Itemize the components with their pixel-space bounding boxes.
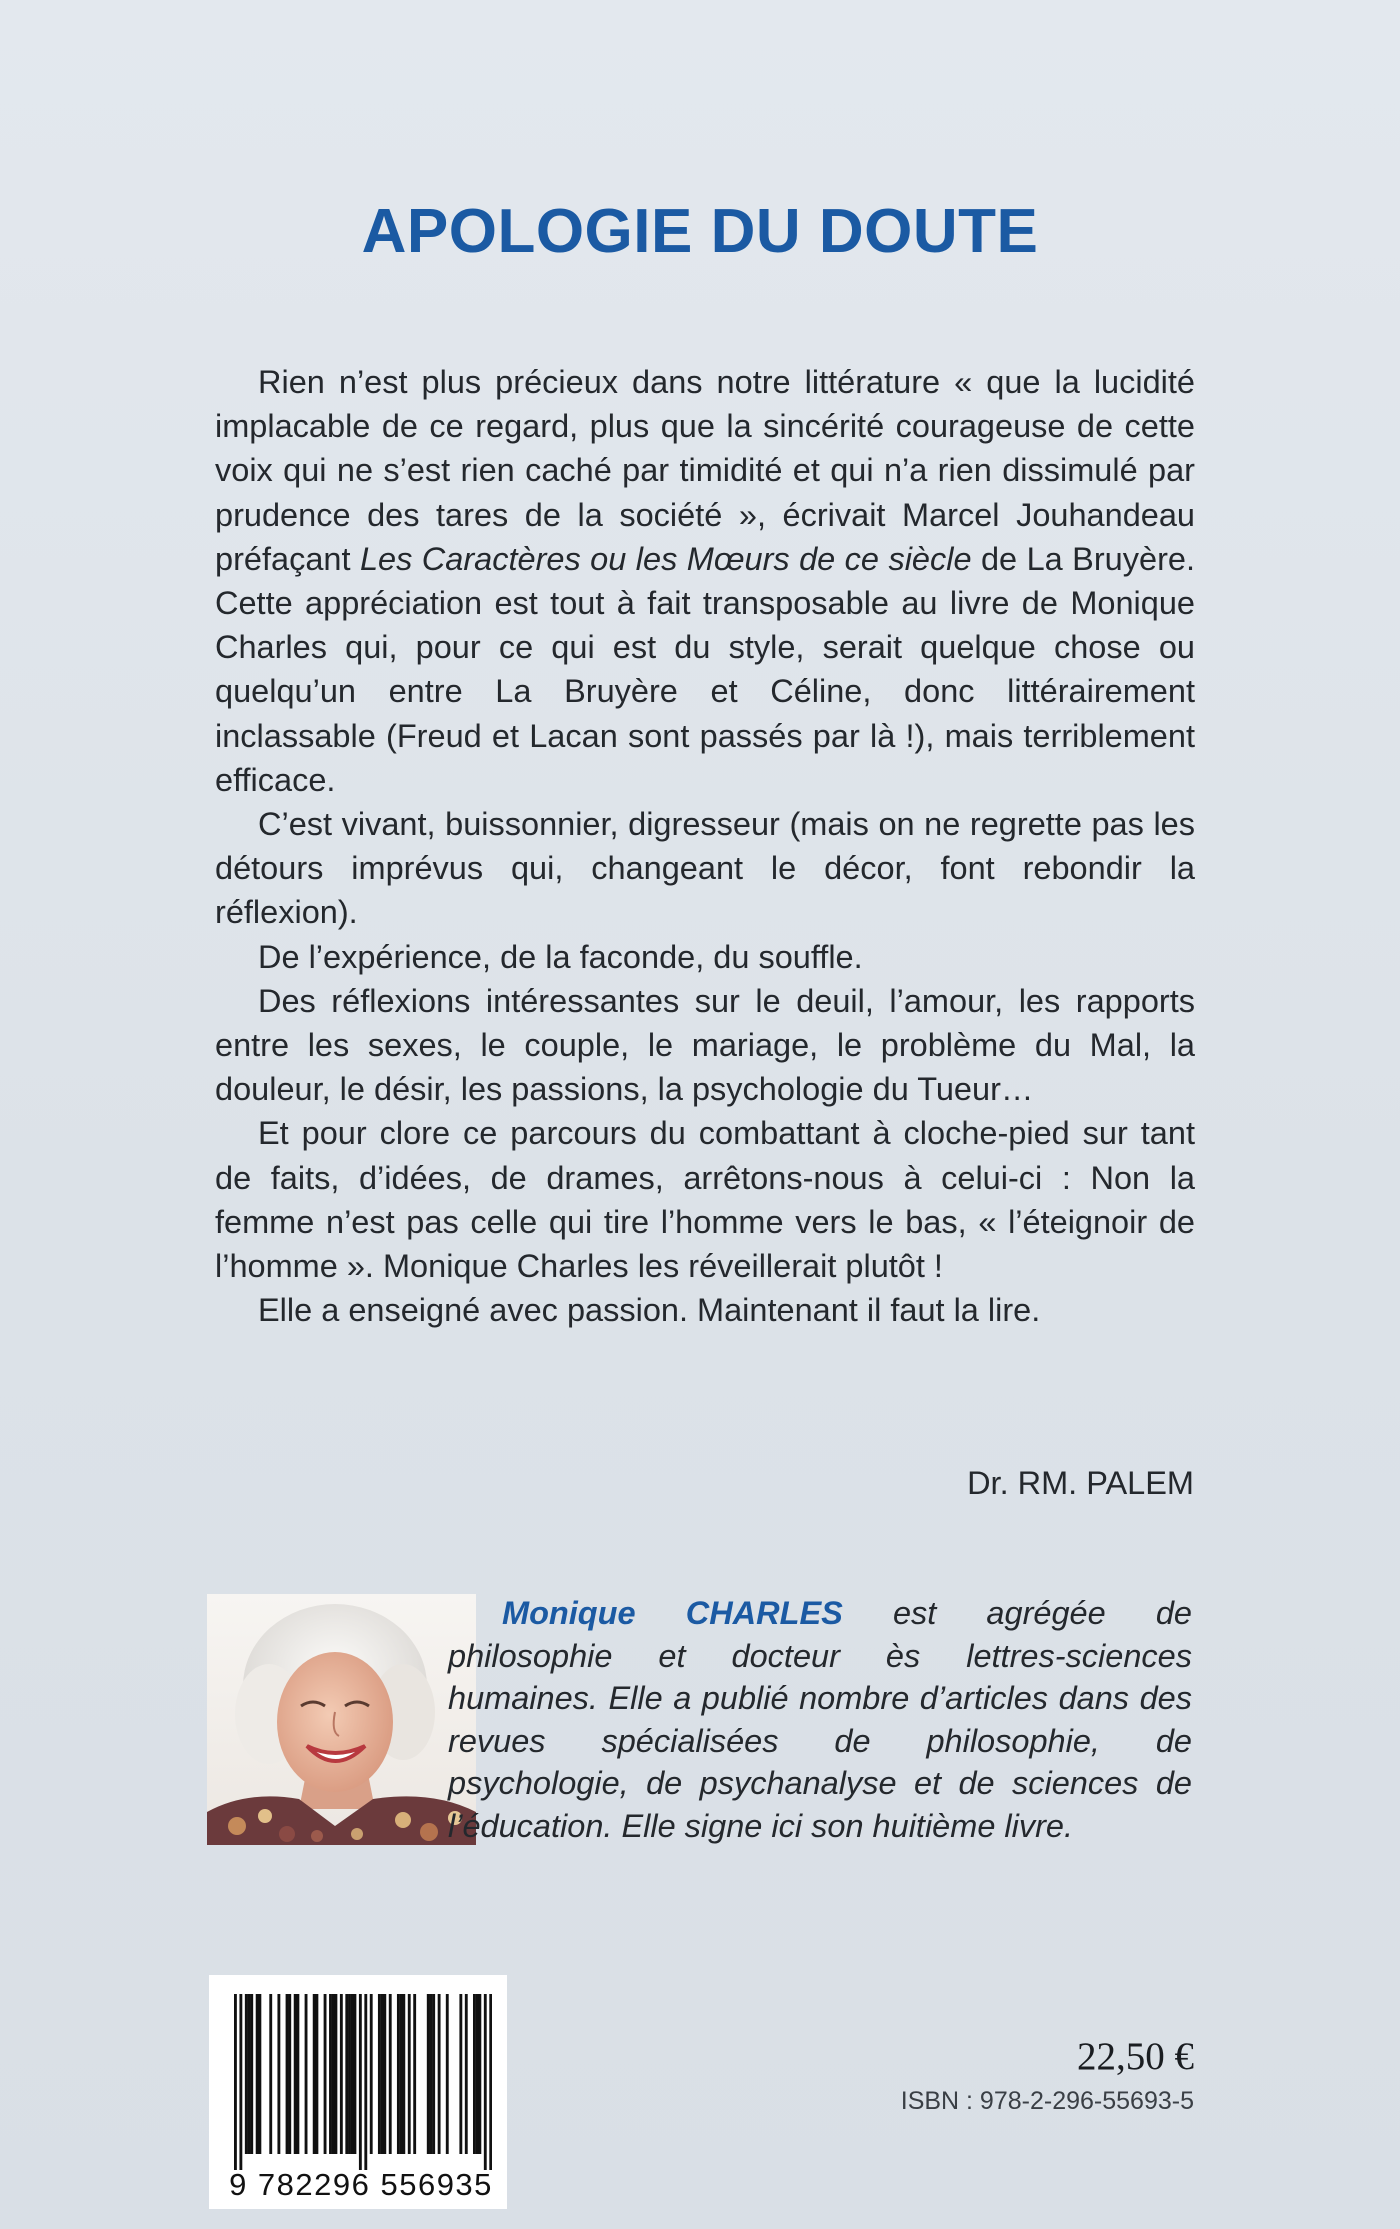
barcode-bar [239, 1994, 242, 2170]
barcode-bar [489, 1994, 492, 2170]
barcode-bar [413, 1994, 416, 2154]
author-bio-paragraph [448, 1592, 1192, 1847]
blurb-paragraph: Elle a enseigné avec passion. Maintenant il faut la lire. [258, 1292, 1041, 1329]
barcode-bar [294, 1994, 297, 2154]
price: 22,50 € [1077, 2035, 1194, 2078]
blurb-paragraph: Et pour clore ce parcours du combattant à cloche-pied sur tant de faits, d’idées, de drames, arrêtons-nous à celui-ci : Non la femme n’est pas celle qui tire l’homme vers le bas, « l’éteignoir de l’homme ». Monique Charles les réveillerait plutôt ! [215, 1115, 1195, 1285]
barcode-bar [476, 1994, 479, 2154]
barcode-bar [329, 1994, 332, 2154]
barcode-bar [402, 1994, 405, 2154]
barcode-bar [383, 1994, 386, 2154]
barcode-bar [478, 1994, 481, 2154]
author-bio-text: est agrégée de philosophie et docteur ès lettres-sciences humaines. Elle a publié nombre d’articles dans des revues spécialisées de philosophie, de psychologie, de psychanalyse et de sciences de l’éducation. Elle signe ici son huitième livre. [448, 1595, 1192, 1844]
barcode-bar [288, 1994, 291, 2154]
blurb-paragraph: Des réflexions intéressantes sur le deuil, l’amour, les rapports entre les sexes, le couple, le mariage, le problème du Mal, la douleur, le désir, les passions, la psychologie du Tueur… [215, 982, 1195, 1108]
barcode-bar [427, 1994, 430, 2154]
barcode [209, 1975, 507, 2209]
barcode-bar [269, 1994, 272, 2154]
barcode-bar [286, 1994, 289, 2154]
barcode-bar [359, 1994, 362, 2170]
barcode-bar [381, 1994, 384, 2154]
blurb-signature: Dr. RM. PALEM [967, 1465, 1194, 1501]
barcode-bar [340, 1994, 343, 2154]
barcode-bar [332, 1994, 335, 2154]
barcode-bar [351, 1994, 354, 2154]
blurb-paragraph: C’est vivant, buissonnier, digresseur (mais on ne regrette pas les détours imprévus qui, changeant le décor, font rebondir la réflexion). [215, 806, 1195, 931]
barcode-bar [345, 1994, 348, 2154]
barcode-bar [245, 1994, 248, 2154]
barcode-bar [334, 1994, 337, 2154]
isbn: ISBN : 978-2-296-55693-5 [900, 2087, 1194, 2115]
author-name: Monique CHARLES [502, 1595, 843, 1631]
author-bio [448, 1592, 1192, 1847]
barcode-bar [408, 1994, 411, 2154]
author-photo [207, 1594, 476, 1845]
blurb-paragraph [215, 360, 1195, 802]
barcode-bar [400, 1994, 403, 2154]
barcode-bar [378, 1994, 381, 2154]
blurb [215, 360, 1195, 1332]
barcode-bar [397, 1994, 400, 2154]
barcode-bar [432, 1994, 435, 2154]
blurb-text: Rien n’est plus précieux dans notre littérature « que la lucidité implacable de ce regard, plus que la sincérité courageuse de cette voix qui ne s’est rien caché par timidité et qui n’a rien dissimulé par prudence des tares de la société », écrivait Marcel Jouhandeau préfaçant [215, 364, 1195, 577]
barcode-bar [389, 1994, 392, 2154]
barcode-bar [370, 1994, 373, 2154]
author-portrait-image [207, 1594, 476, 1845]
barcode-bar [296, 1994, 299, 2154]
barcode-bar [484, 1994, 487, 2170]
barcode-bar [446, 1994, 449, 2154]
barcode-bar [324, 1994, 327, 2154]
barcode-bar [258, 1994, 261, 2154]
barcode-bar [459, 1994, 462, 2154]
barcode-bar [473, 1994, 476, 2154]
barcode-bar [465, 1994, 468, 2154]
barcode-bar [256, 1994, 259, 2154]
book-title: APOLOGIE DU DOUTE [361, 197, 1039, 266]
barcode-digits: 9 782296 556935 [229, 2167, 493, 2202]
barcode-bar [250, 1994, 253, 2154]
barcode-bar [430, 1994, 433, 2154]
blurb-paragraph: De l’expérience, de la faconde, du souffle. [258, 938, 863, 975]
barcode-bar [305, 1994, 308, 2154]
blurb-text: de La Bruyère. Cette appréciation est tout à fait transposable au livre de Monique Charles qui, pour ce qui est du style, serait quelque chose ou quelqu’un entre La Bruyère et Céline, donc littérairement inclassable (Freud et Lacan sont passés par là !), mais terriblement efficace. [215, 540, 1195, 798]
barcode-bar [364, 1994, 367, 2170]
barcode-bar [348, 1994, 351, 2154]
barcode-bar [315, 1994, 318, 2154]
barcode-bar [234, 1994, 237, 2170]
barcode-bar [248, 1994, 251, 2154]
barcode-bar [438, 1994, 441, 2154]
barcode-bars [234, 1994, 492, 2170]
cited-work-title: Les Caractères ou les Mœurs de ce siècle [359, 540, 972, 577]
barcode-bar [353, 1994, 356, 2154]
barcode-bar [313, 1994, 316, 2154]
barcode-bar [277, 1994, 280, 2154]
